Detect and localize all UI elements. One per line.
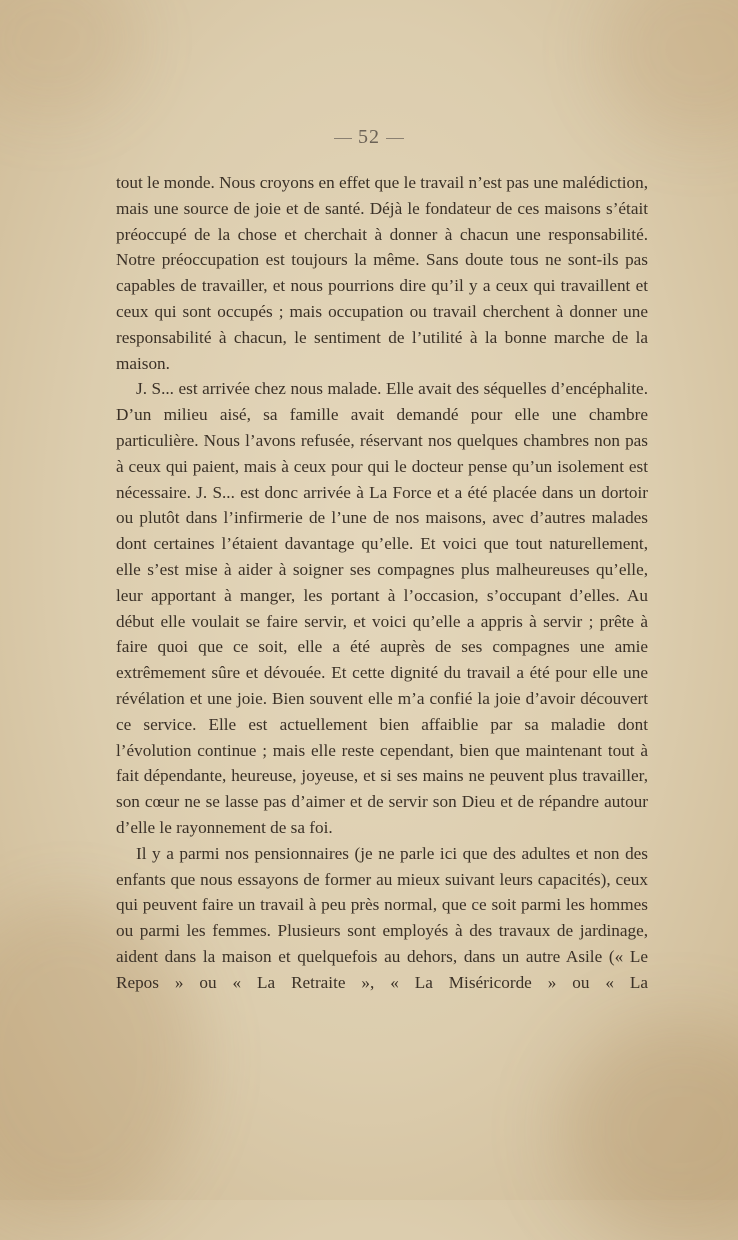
page-number-dash-left xyxy=(334,138,352,139)
page-number-value: 52 xyxy=(358,126,380,148)
body-text xyxy=(116,170,648,996)
paragraph-js-story: J. S... est arrivée chez nous malade. Elle avait des séquelles d’encéphalite. D’un milieu aisé, sa famille avait demandé pour elle une chambre particulière. Nous l’avons refusée, réservant nos quelques chambres non pas à ceux qui paient, mais à ceux pour qui le docteur pense qu’un isolement est nécessaire. J. S... est donc arrivée à La Force et a été placée dans un dortoir ou plutôt dans l’infirmerie de l’une de nos maisons, avec d’autres malades dont certaines l’étaient davantage qu’elle. Et voici que tout naturellement, elle s’est mise à aider à soigner ses compagnes plus malheureuses qu’elle, leur apportant à manger, les portant à l’occasion, s’occupant d’elles. Au début elle voulait se faire servir, et voici qu’elle a appris à servir ; prête à faire quoi que ce soit, elle a été auprès de ses compagnes une amie extrêmement sûre et dévouée. Et cette dignité du travail a été pour elle une révélation et une joie. Bien souvent elle m’a confié la joie d’avoir découvert ce service. Elle est actuellement bien affaiblie par sa maladie dont l’évolution continue ; mais elle reste cependant, bien que maintenant tout à fait dépendante, heureuse, joyeuse, et si ses mains ne peuvent plus travailler, son cœur ne se lasse pas d’aimer et de servir son Dieu et de répandre autour d’elle le rayonnement de sa foi. xyxy=(116,379,648,837)
paper-stain xyxy=(0,0,140,120)
page-number-dash-right xyxy=(386,138,404,139)
paper-stain xyxy=(560,1020,738,1240)
page-number xyxy=(0,126,738,149)
paragraph-pensionnaires: Il y a parmi nos pensionnaires (je ne parle ici que des adultes et non des enfants que nous essayons de former au mieux suivant leurs capacités), ceux qui peuvent faire un travail à peu près normal, que ce soit parmi les hommes ou parmi les femmes. Plusieurs sont employés à des travaux de jardinage, aident dans la maison et quelquefois au dehors, dans un autre Asile (« Le Repos » ou « La Retraite », « La Miséricorde » ou « La xyxy=(116,843,648,992)
paragraph-continuation: tout le monde. Nous croyons en effet que le travail n’est pas une malédiction, mais une source de joie et de santé. Déjà le fondateur de ces maisons s’était préoccupé de la chose et cherchait à donner à chacun une responsabilité. Notre préoccupation est toujours la même. Sans doute tous ne sont-ils pas capables de travailler, et nous pourrions dire qu’il y a ceux qui travaillent et ceux qui sont occupés ; mais occupation ou travail cherchent à donner une responsabilité à chacun, le sentiment de l’utilité à la bonne marche de la maison. xyxy=(116,173,648,373)
paper-stain xyxy=(600,0,738,140)
